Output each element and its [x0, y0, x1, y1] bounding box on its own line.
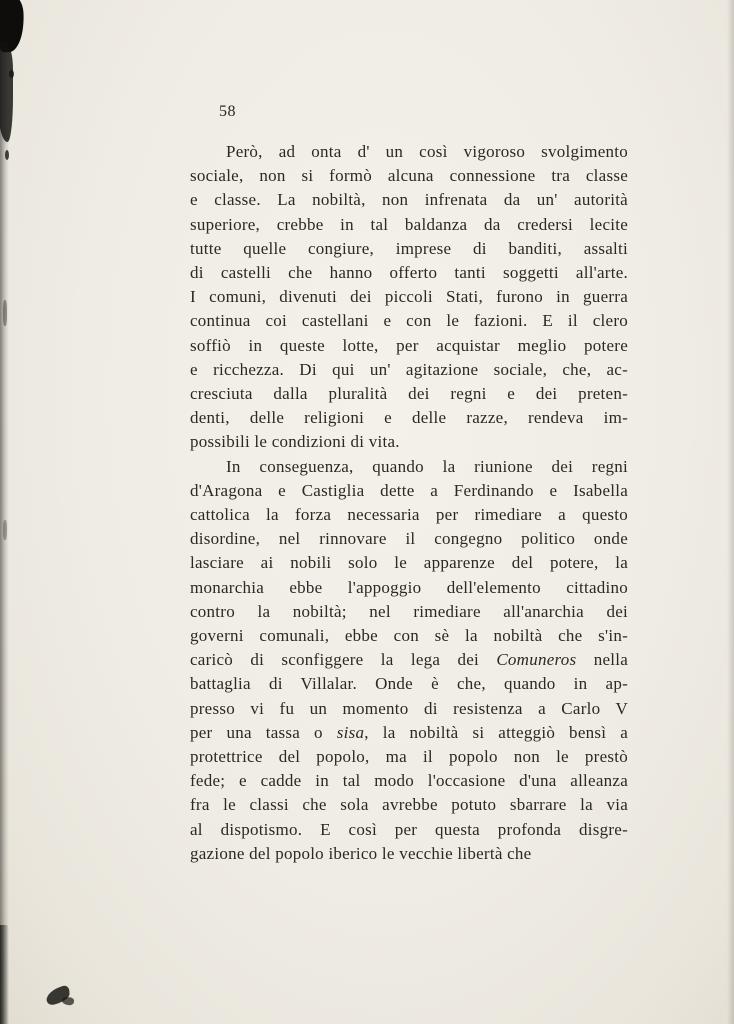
text-line: fra le classi che sola avrebbe potuto sbarrare la via	[190, 795, 628, 815]
text-segment: , la nobiltà si atteggiò bensì a	[364, 722, 628, 742]
text-line	[190, 721, 628, 745]
page-number: 58	[219, 103, 236, 120]
text-line: contro la nobiltà; nel rimediare all'anarchia dei	[190, 601, 628, 621]
scan-right-edge-shadow	[727, 0, 734, 1024]
text-line: battaglia di Villalar. Onde è che, quando in ap-	[190, 674, 628, 694]
text-line	[190, 648, 628, 672]
text-line: Però, ad onta d' un così vigoroso svolgimento	[226, 142, 628, 161]
scan-artifact-speck	[3, 520, 7, 540]
text-line: lasciare ai nobili solo le apparenze del potere, la	[190, 553, 628, 573]
text-line: I comuni, divenuti dei piccoli Stati, furono in guerra	[190, 287, 628, 307]
scan-artifact-bottom-edge	[0, 925, 10, 1024]
text-line: cresciuta dalla pluralità dei regni e dei preten-	[190, 384, 628, 404]
text-segment: per una tassa o	[190, 722, 337, 742]
text-line: soffiò in queste lotte, per acquistar meglio potere	[190, 335, 628, 355]
text-line: protettrice del popolo, ma il popolo non le prestò	[190, 747, 628, 767]
text-line: disordine, nel rinnovare il congegno politico onde	[190, 529, 628, 549]
text-line: e classe. La nobiltà, non infrenata da un' autorità	[190, 190, 628, 210]
text-line: denti, delle religioni e delle razze, rendeva im-	[190, 408, 628, 428]
text-line: superiore, crebbe in tal baldanza da credersi lecite	[190, 214, 628, 234]
text-line: In conseguenza, quando la riunione dei regni	[226, 456, 628, 476]
scan-artifact-scribble	[61, 996, 74, 1006]
text-line: monarchia ebbe l'appoggio dell'elemento cittadino	[190, 577, 628, 597]
scan-artifact-speck	[9, 70, 14, 78]
italic-text: Comuneros	[496, 650, 577, 670]
text-line: possibili le condizioni di vita.	[190, 432, 400, 452]
paragraph	[190, 455, 628, 866]
text-line: continua coi castellani e con le fazioni. E il clero	[190, 311, 628, 331]
scan-artifact-speck	[3, 300, 7, 326]
text-line: di castelli che hanno offerto tanti soggetti all'arte.	[190, 263, 628, 283]
text-line: sociale, non si formò alcuna connessione tra classe	[190, 166, 628, 186]
text-line: d'Aragona e Castiglia dette a Ferdinando e Isabella	[190, 480, 628, 500]
text-segment: caricò di sconfiggere la lega dei	[190, 650, 497, 670]
text-line: cattolica la forza necessaria per rimediare a questo	[190, 505, 628, 525]
paragraph	[190, 140, 628, 455]
text-line: al dispotismo. E così per questa profonda disgre-	[190, 819, 628, 839]
scan-artifact-speck	[5, 150, 9, 160]
text-block	[190, 140, 628, 866]
text-line: e ricchezza. Di qui un' agitazione sociale, che, ac-	[190, 359, 628, 379]
text-line: fede; e cadde in tal modo l'occasione d'una alleanza	[190, 771, 628, 791]
text-line: gazione del popolo iberico le vecchie libertà che	[190, 843, 532, 863]
text-line: tutte quelle congiure, imprese di banditi, assalti	[190, 238, 628, 258]
text-line: governi comunali, ebbe con sè la nobiltà che s'in-	[190, 626, 628, 646]
text-segment: nella	[576, 650, 629, 670]
text-line: presso vi fu un momento di resistenza a Carlo V	[190, 698, 628, 718]
italic-text: sisa	[336, 722, 365, 742]
scan-artifact-top-strip	[0, 42, 13, 142]
